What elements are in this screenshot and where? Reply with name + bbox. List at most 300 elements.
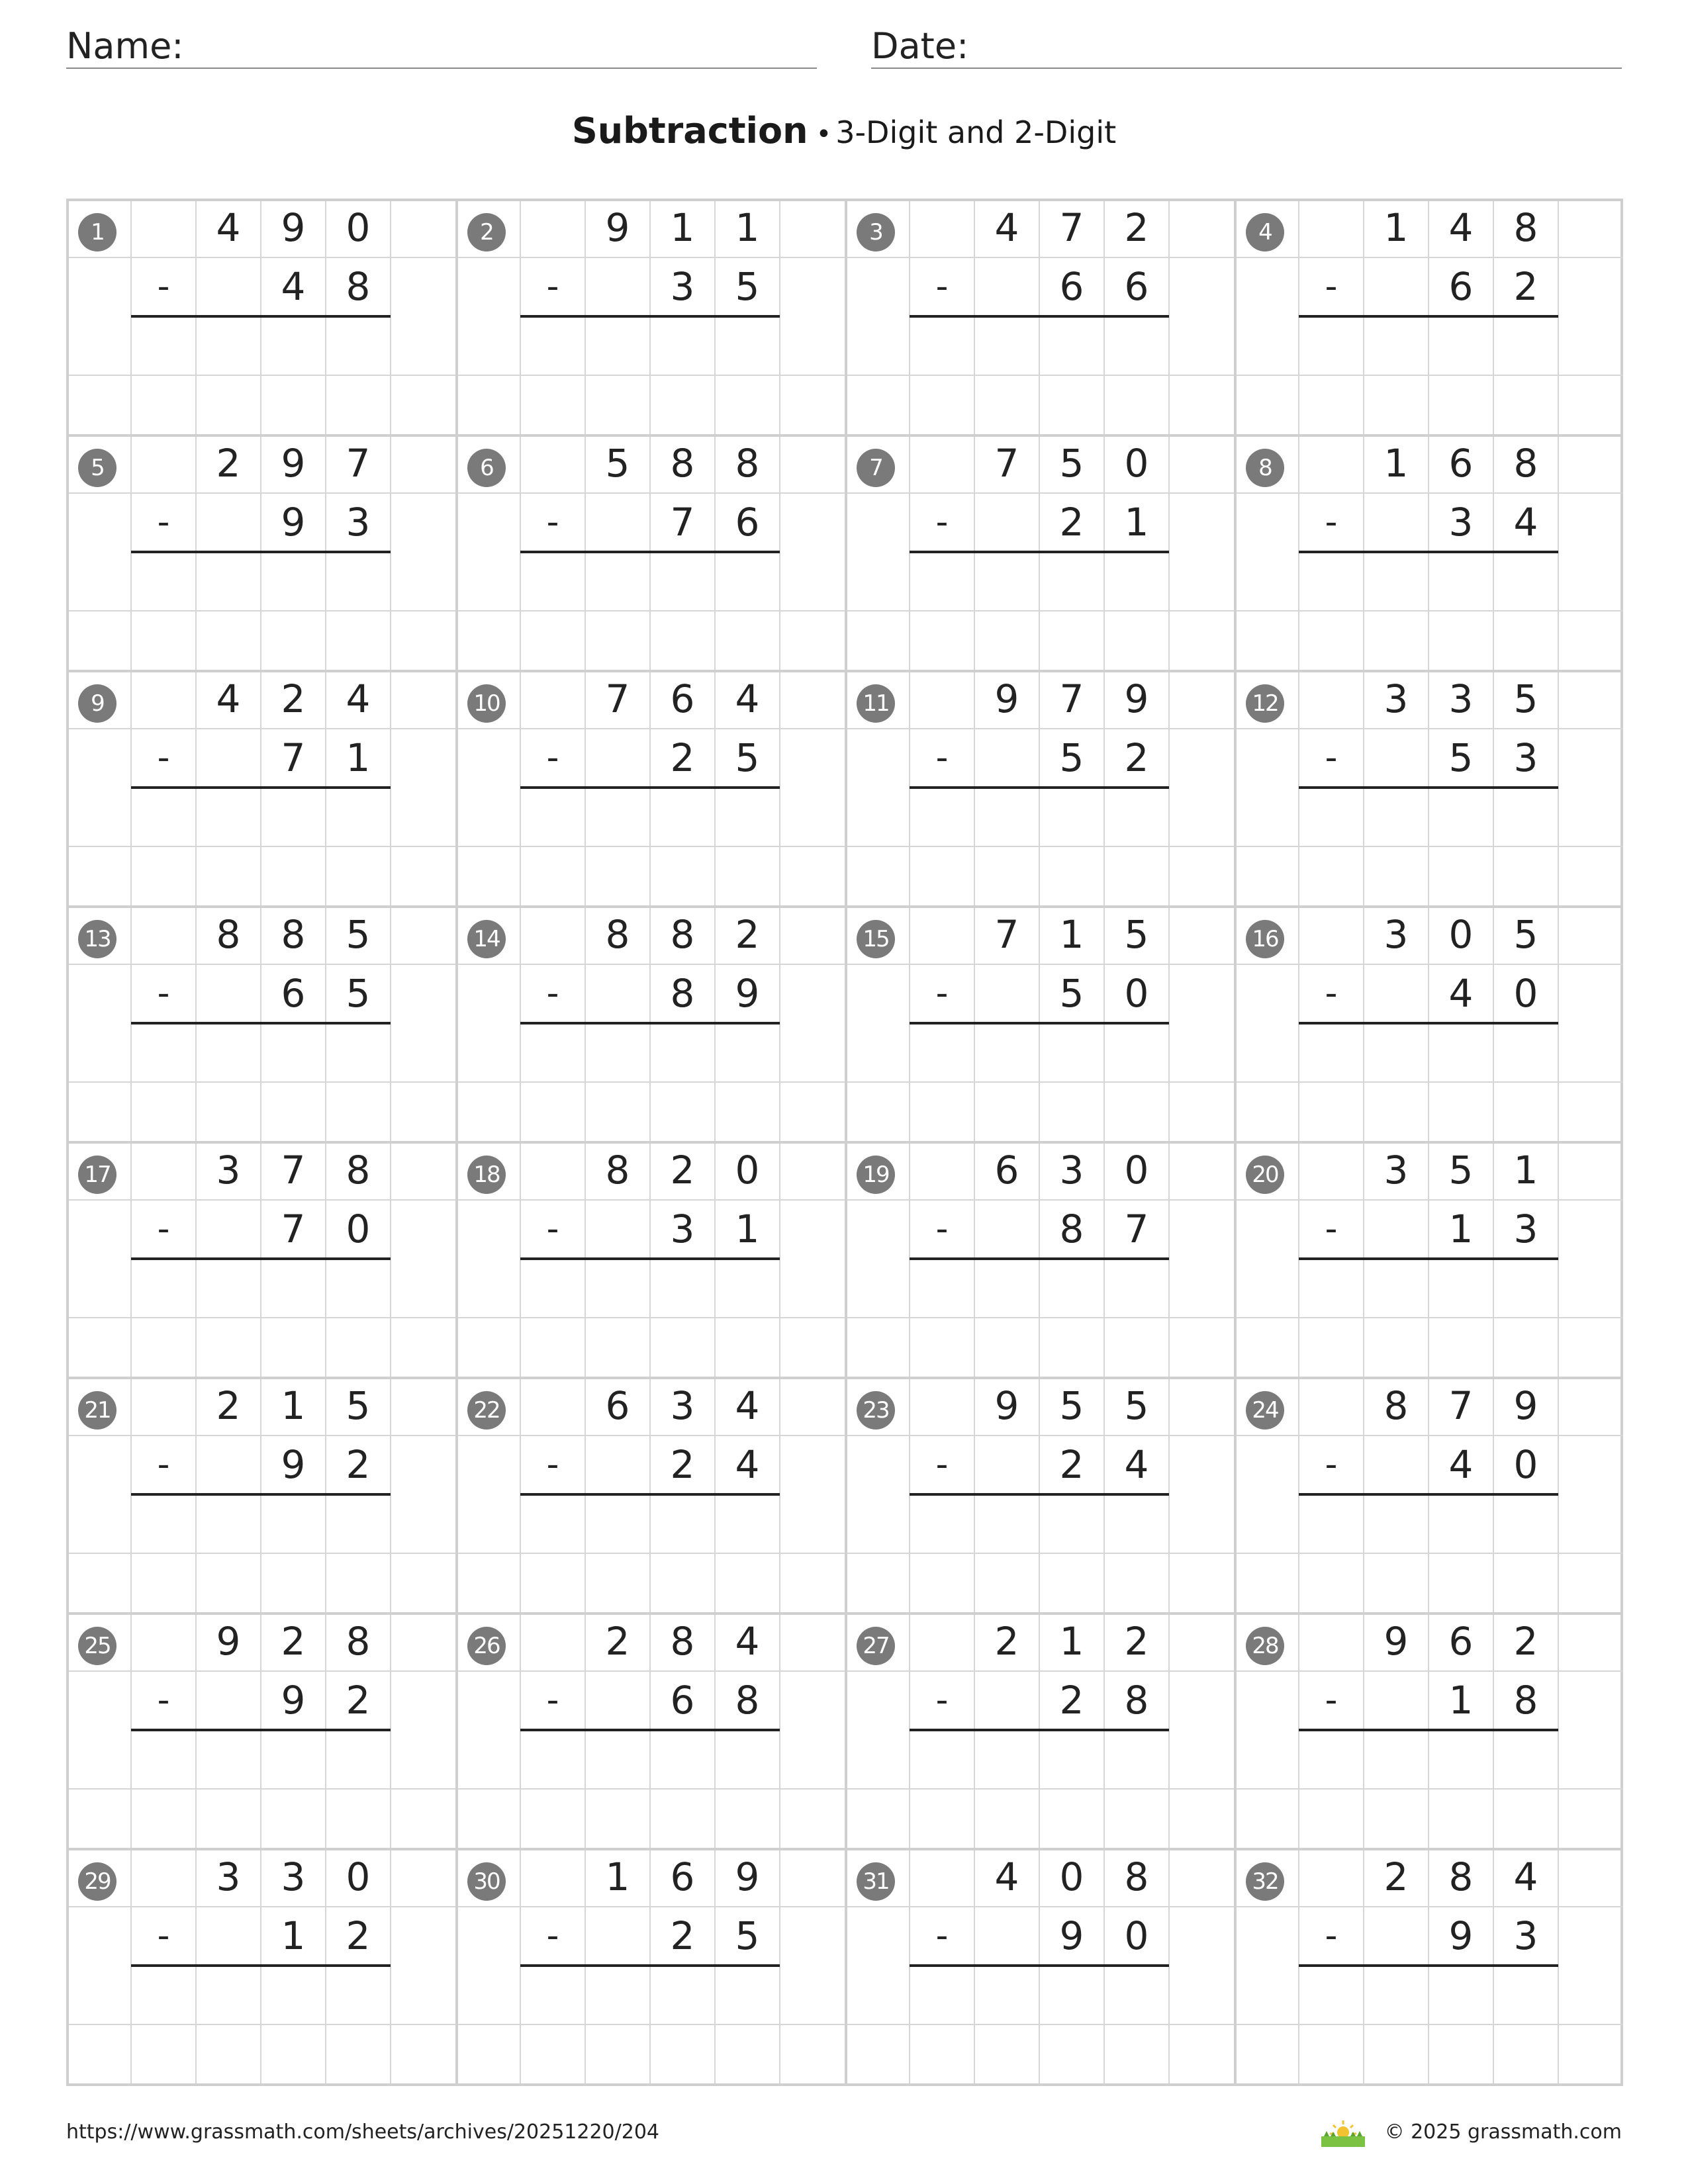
subtrahend-digit: 5	[735, 264, 760, 309]
problem-19	[845, 1141, 1234, 1377]
title-subtitle: 3-Digit and 2-Digit	[835, 114, 1117, 150]
minus-sign: -	[935, 1445, 949, 1484]
grid-row-line	[845, 2024, 1234, 2025]
minuend-digit: 1	[735, 205, 760, 250]
minuend-digit: 8	[670, 912, 695, 957]
subtrahend-digit: 0	[1513, 1442, 1538, 1487]
problem-24	[1234, 1377, 1623, 1612]
minuend-digit: 1	[1383, 441, 1409, 486]
minus-sign: -	[546, 1445, 559, 1484]
block-left-border	[455, 1141, 458, 1377]
subtrahend-digit: 4	[1448, 971, 1474, 1016]
problem-22	[455, 1377, 845, 1612]
minuend-digit: 5	[1059, 1383, 1084, 1428]
minuend-digit: 2	[1513, 1619, 1538, 1664]
problem-20	[1234, 1141, 1623, 1377]
problem-number-badge: 31	[857, 1862, 895, 1901]
answer-line	[131, 1493, 391, 1496]
minuend-digit: 3	[1448, 676, 1474, 721]
problem-28	[1234, 1612, 1623, 1848]
answer-line	[520, 551, 780, 553]
answer-line	[131, 315, 391, 318]
subtrahend-digit: 9	[1059, 1913, 1084, 1958]
subtrahend-digit: 6	[670, 1678, 695, 1723]
problem-number-badge: 27	[857, 1627, 895, 1665]
minus-sign: -	[546, 1209, 559, 1249]
subtrahend-digit: 3	[670, 1206, 695, 1251]
minuend-digit: 0	[1059, 1854, 1084, 1899]
block-left-border	[845, 1141, 847, 1377]
block-left-border	[455, 905, 458, 1141]
answer-line	[1299, 1022, 1558, 1024]
subtrahend-digit: 1	[346, 735, 371, 780]
grid-row-line	[66, 375, 455, 376]
minuend-digit: 5	[346, 912, 371, 957]
date-field-line[interactable]	[871, 68, 1622, 69]
block-left-border	[1234, 905, 1237, 1141]
minuend-digit: 3	[216, 1148, 241, 1193]
grid-row-line	[845, 1788, 1234, 1790]
date-label: Date:	[871, 25, 969, 67]
subtrahend-digit: 9	[281, 1678, 306, 1723]
minus-sign: -	[935, 1209, 949, 1249]
minuend-digit: 5	[1124, 912, 1149, 957]
block-left-border	[66, 199, 69, 434]
minuend-digit: 8	[1513, 441, 1538, 486]
minuend-digit: 9	[1513, 1383, 1538, 1428]
grid-row-line	[66, 2024, 455, 2025]
minuend-digit: 9	[1124, 676, 1149, 721]
minus-sign: -	[935, 267, 949, 306]
subtrahend-digit: 0	[346, 1206, 371, 1251]
grid-row-line	[1234, 1553, 1623, 1554]
problem-12	[1234, 670, 1623, 905]
minuend-digit: 2	[994, 1619, 1019, 1664]
subtrahend-digit: 2	[670, 1442, 695, 1487]
minuend-digit: 9	[735, 1854, 760, 1899]
minus-sign: -	[157, 1916, 170, 1956]
grid-row-line	[455, 1081, 845, 1083]
minus-sign: -	[935, 1916, 949, 1956]
minus-sign: -	[1325, 267, 1338, 306]
answer-line	[520, 1729, 780, 1731]
minuend-digit: 6	[605, 1383, 630, 1428]
minuend-digit: 0	[346, 205, 371, 250]
minuend-digit: 9	[994, 1383, 1019, 1428]
minuend-digit: 4	[216, 205, 241, 250]
minuend-digit: 8	[1513, 205, 1538, 250]
page-title	[0, 106, 1688, 159]
problem-number-badge: 24	[1246, 1391, 1284, 1430]
subtrahend-digit: 8	[1059, 1206, 1084, 1251]
minuend-digit: 4	[216, 676, 241, 721]
minuend-digit: 8	[346, 1148, 371, 1193]
title-main: Subtraction	[571, 110, 808, 152]
subtrahend-digit: 3	[1513, 1206, 1538, 1251]
grid-row-line	[455, 1317, 845, 1318]
answer-line	[1299, 551, 1558, 553]
minuend-digit: 2	[670, 1148, 695, 1193]
subtrahend-digit: 1	[1448, 1678, 1474, 1723]
minuend-digit: 2	[1383, 1854, 1409, 1899]
footer-url: https://www.grassmath.com/sheets/archives/20251220/204	[66, 2120, 660, 2144]
problem-23	[845, 1377, 1234, 1612]
answer-line	[131, 1257, 391, 1260]
answer-line	[520, 786, 780, 789]
minuend-digit: 3	[670, 1383, 695, 1428]
problem-number-badge: 9	[78, 684, 117, 723]
minuend-digit: 2	[216, 441, 241, 486]
minuend-digit: 1	[1059, 912, 1084, 957]
answer-line	[910, 1022, 1169, 1024]
answer-line	[131, 1964, 391, 1967]
subtrahend-digit: 2	[1059, 1442, 1084, 1487]
block-left-border	[1234, 1612, 1237, 1848]
minuend-digit: 2	[1124, 1619, 1149, 1664]
minuend-digit: 2	[281, 676, 306, 721]
subtrahend-digit: 3	[1448, 500, 1474, 545]
minuend-digit: 8	[605, 912, 630, 957]
subtrahend-digit: 6	[281, 971, 306, 1016]
block-left-border	[1234, 1377, 1237, 1612]
block-left-border	[455, 1848, 458, 2083]
minuend-digit: 6	[1448, 441, 1474, 486]
problem-number-badge: 18	[467, 1156, 506, 1194]
minus-sign: -	[157, 502, 170, 542]
minuend-digit: 2	[1124, 205, 1149, 250]
block-left-border	[66, 1141, 69, 1377]
minus-sign: -	[1325, 1445, 1338, 1484]
name-field-line[interactable]	[66, 68, 817, 69]
minuend-digit: 2	[281, 1619, 306, 1664]
minuend-digit: 2	[216, 1383, 241, 1428]
minuend-digit: 5	[1513, 912, 1538, 957]
block-left-border	[455, 434, 458, 670]
block-left-border	[845, 434, 847, 670]
minuend-digit: 9	[605, 205, 630, 250]
answer-line	[910, 1257, 1169, 1260]
problem-number-badge: 17	[78, 1156, 117, 1194]
minuend-digit: 4	[994, 1854, 1019, 1899]
minuend-digit: 8	[670, 441, 695, 486]
subtrahend-digit: 2	[346, 1678, 371, 1723]
problem-number-badge: 32	[1246, 1862, 1284, 1901]
subtrahend-digit: 1	[281, 1913, 306, 1958]
minuend-digit: 5	[1513, 676, 1538, 721]
minuend-digit: 3	[1383, 1148, 1409, 1193]
problem-4	[1234, 199, 1623, 434]
answer-line	[1299, 786, 1558, 789]
answer-line	[1299, 315, 1558, 318]
minus-sign: -	[546, 502, 559, 542]
problem-1	[66, 199, 455, 434]
worksheet-header	[0, 0, 1688, 79]
subtrahend-digit: 5	[735, 735, 760, 780]
minuend-digit: 9	[216, 1619, 241, 1664]
subtrahend-digit: 7	[281, 1206, 306, 1251]
answer-line	[131, 786, 391, 789]
problem-25	[66, 1612, 455, 1848]
block-left-border	[66, 1848, 69, 2083]
grid-row-line	[66, 1317, 455, 1318]
problem-32	[1234, 1848, 1623, 2083]
answer-line	[910, 315, 1169, 318]
problem-31	[845, 1848, 1234, 2083]
grid-bottom-border	[66, 2083, 1623, 2086]
block-left-border	[1234, 434, 1237, 670]
grid-row-line	[845, 1553, 1234, 1554]
block-left-border	[66, 670, 69, 905]
answer-line	[1299, 1964, 1558, 1967]
problem-10	[455, 670, 845, 905]
subtrahend-digit: 8	[670, 971, 695, 1016]
block-left-border	[455, 1612, 458, 1848]
problem-number-badge: 13	[78, 920, 117, 958]
minuend-digit: 7	[346, 441, 371, 486]
minuend-digit: 3	[1059, 1148, 1084, 1193]
minuend-digit: 4	[994, 205, 1019, 250]
subtrahend-digit: 5	[346, 971, 371, 1016]
block-left-border	[66, 1612, 69, 1848]
subtrahend-digit: 2	[1059, 500, 1084, 545]
block-left-border	[845, 1377, 847, 1612]
block-left-border	[66, 1377, 69, 1612]
problem-number-badge: 11	[857, 684, 895, 723]
minuend-digit: 1	[1383, 205, 1409, 250]
minuend-digit: 0	[346, 1854, 371, 1899]
grid-row-line	[66, 846, 455, 847]
grid-row-line	[845, 375, 1234, 376]
subtrahend-digit: 1	[1124, 500, 1149, 545]
subtrahend-digit: 9	[1448, 1913, 1474, 1958]
answer-line	[131, 551, 391, 553]
minuend-digit: 7	[1059, 676, 1084, 721]
problem-number-badge: 14	[467, 920, 506, 958]
problem-30	[455, 1848, 845, 2083]
block-left-border	[455, 670, 458, 905]
minuend-digit: 0	[1124, 1148, 1149, 1193]
subtrahend-digit: 5	[1448, 735, 1474, 780]
minus-sign: -	[157, 1680, 170, 1720]
grid-row-line	[845, 1081, 1234, 1083]
minuend-digit: 3	[281, 1854, 306, 1899]
problem-6	[455, 434, 845, 670]
answer-line	[910, 1493, 1169, 1496]
minus-sign: -	[1325, 502, 1338, 542]
grid-row-line	[66, 1788, 455, 1790]
minus-sign: -	[1325, 1680, 1338, 1720]
subtrahend-digit: 9	[281, 1442, 306, 1487]
minus-sign: -	[1325, 1209, 1338, 1249]
problem-grid	[66, 199, 1623, 2086]
subtrahend-digit: 0	[1513, 971, 1538, 1016]
minus-sign: -	[1325, 1916, 1338, 1956]
block-left-border	[1234, 670, 1237, 905]
subtrahend-digit: 4	[735, 1442, 760, 1487]
minuend-digit: 5	[1059, 441, 1084, 486]
subtrahend-digit: 6	[1448, 264, 1474, 309]
minuend-digit: 2	[605, 1619, 630, 1664]
problem-number-badge: 7	[857, 449, 895, 487]
minuend-digit: 5	[346, 1383, 371, 1428]
minuend-digit: 3	[216, 1854, 241, 1899]
minuend-digit: 3	[1383, 676, 1409, 721]
problem-number-badge: 21	[78, 1391, 117, 1430]
problem-17	[66, 1141, 455, 1377]
block-left-border	[845, 1848, 847, 2083]
answer-line	[520, 315, 780, 318]
problem-number-badge: 5	[78, 449, 117, 487]
footer-branding	[1320, 2118, 1622, 2147]
subtrahend-digit: 9	[735, 971, 760, 1016]
grid-row-line	[455, 846, 845, 847]
minuend-digit: 8	[1383, 1383, 1409, 1428]
answer-line	[1299, 1493, 1558, 1496]
block-left-border	[1234, 1141, 1237, 1377]
problem-number-badge: 19	[857, 1156, 895, 1194]
minuend-digit: 1	[605, 1854, 630, 1899]
subtrahend-digit: 4	[1124, 1442, 1149, 1487]
problem-number-badge: 3	[857, 213, 895, 251]
problem-18	[455, 1141, 845, 1377]
minus-sign: -	[157, 267, 170, 306]
subtrahend-digit: 2	[670, 1913, 695, 1958]
minus-sign: -	[1325, 738, 1338, 778]
answer-line	[910, 1729, 1169, 1731]
problem-number-badge: 1	[78, 213, 117, 251]
problem-27	[845, 1612, 1234, 1848]
minus-sign: -	[546, 1680, 559, 1720]
problem-16	[1234, 905, 1623, 1141]
name-label: Name:	[66, 25, 184, 67]
minuend-digit: 7	[1059, 205, 1084, 250]
minus-sign: -	[935, 738, 949, 778]
grid-row-line	[1234, 1081, 1623, 1083]
answer-line	[520, 1964, 780, 1967]
grid-row-line	[66, 1553, 455, 1554]
answer-line	[520, 1493, 780, 1496]
subtrahend-digit: 4	[281, 264, 306, 309]
minuend-digit: 8	[1448, 1854, 1474, 1899]
answer-line	[910, 1964, 1169, 1967]
problem-number-badge: 8	[1246, 449, 1284, 487]
subtrahend-digit: 4	[1448, 1442, 1474, 1487]
grid-row-line	[455, 610, 845, 612]
problem-5	[66, 434, 455, 670]
minus-sign: -	[546, 738, 559, 778]
subtrahend-digit: 0	[1124, 1913, 1149, 1958]
minuend-digit: 7	[994, 441, 1019, 486]
minuend-digit: 8	[346, 1619, 371, 1664]
subtrahend-digit: 1	[1448, 1206, 1474, 1251]
minuend-digit: 6	[994, 1148, 1019, 1193]
problem-8	[1234, 434, 1623, 670]
minuend-digit: 5	[605, 441, 630, 486]
minus-sign: -	[935, 974, 949, 1013]
minuend-digit: 4	[735, 1619, 760, 1664]
minuend-digit: 1	[1513, 1148, 1538, 1193]
minuend-digit: 7	[994, 912, 1019, 957]
title-separator: •	[816, 119, 832, 150]
minuend-digit: 7	[605, 676, 630, 721]
minuend-digit: 1	[281, 1383, 306, 1428]
subtrahend-digit: 3	[1513, 1913, 1538, 1958]
subtrahend-digit: 5	[1059, 971, 1084, 1016]
minus-sign: -	[157, 1445, 170, 1484]
problem-11	[845, 670, 1234, 905]
subtrahend-digit: 8	[1513, 1678, 1538, 1723]
minus-sign: -	[935, 1680, 949, 1720]
minuend-digit: 9	[1383, 1619, 1409, 1664]
subtrahend-digit: 2	[1124, 735, 1149, 780]
grid-row-line	[1234, 1788, 1623, 1790]
minuend-digit: 4	[346, 676, 371, 721]
minuend-digit: 1	[1059, 1619, 1084, 1664]
problem-number-badge: 20	[1246, 1156, 1284, 1194]
block-left-border	[845, 1612, 847, 1848]
problem-29	[66, 1848, 455, 2083]
answer-line	[131, 1022, 391, 1024]
subtrahend-digit: 6	[1124, 264, 1149, 309]
grid-row-line	[1234, 846, 1623, 847]
problem-number-badge: 23	[857, 1391, 895, 1430]
problem-number-badge: 15	[857, 920, 895, 958]
minuend-digit: 4	[735, 1383, 760, 1428]
minuend-digit: 2	[735, 912, 760, 957]
answer-line	[1299, 1729, 1558, 1731]
answer-line	[910, 551, 1169, 553]
minuend-digit: 7	[281, 1148, 306, 1193]
subtrahend-digit: 5	[735, 1913, 760, 1958]
minuend-digit: 9	[994, 676, 1019, 721]
block-left-border	[455, 199, 458, 434]
subtrahend-digit: 3	[346, 500, 371, 545]
grid-row-line	[845, 846, 1234, 847]
answer-line	[520, 1257, 780, 1260]
sun-over-grass-icon	[1320, 2118, 1366, 2147]
grid-row-line	[1234, 610, 1623, 612]
problem-3	[845, 199, 1234, 434]
minuend-digit: 3	[1383, 912, 1409, 957]
problem-21	[66, 1377, 455, 1612]
minuend-digit: 8	[281, 912, 306, 957]
grid-row-line	[455, 1553, 845, 1554]
problem-number-badge: 2	[467, 213, 506, 251]
block-left-border	[845, 670, 847, 905]
minuend-digit: 6	[1448, 1619, 1474, 1664]
subtrahend-digit: 0	[1124, 971, 1149, 1016]
problem-number-badge: 28	[1246, 1627, 1284, 1665]
minuend-digit: 4	[735, 676, 760, 721]
answer-line	[910, 786, 1169, 789]
minus-sign: -	[935, 502, 949, 542]
problem-9	[66, 670, 455, 905]
grid-row-line	[455, 2024, 845, 2025]
grid-row-line	[845, 610, 1234, 612]
problem-number-badge: 6	[467, 449, 506, 487]
problem-number-badge: 4	[1246, 213, 1284, 251]
problem-2	[455, 199, 845, 434]
problem-number-badge: 25	[78, 1627, 117, 1665]
problem-13	[66, 905, 455, 1141]
minuend-digit: 5	[1448, 1148, 1474, 1193]
grid-row-line	[1234, 375, 1623, 376]
subtrahend-digit: 7	[281, 735, 306, 780]
minus-sign: -	[157, 738, 170, 778]
subtrahend-digit: 1	[735, 1206, 760, 1251]
minus-sign: -	[157, 1209, 170, 1249]
block-left-border	[1234, 199, 1237, 434]
